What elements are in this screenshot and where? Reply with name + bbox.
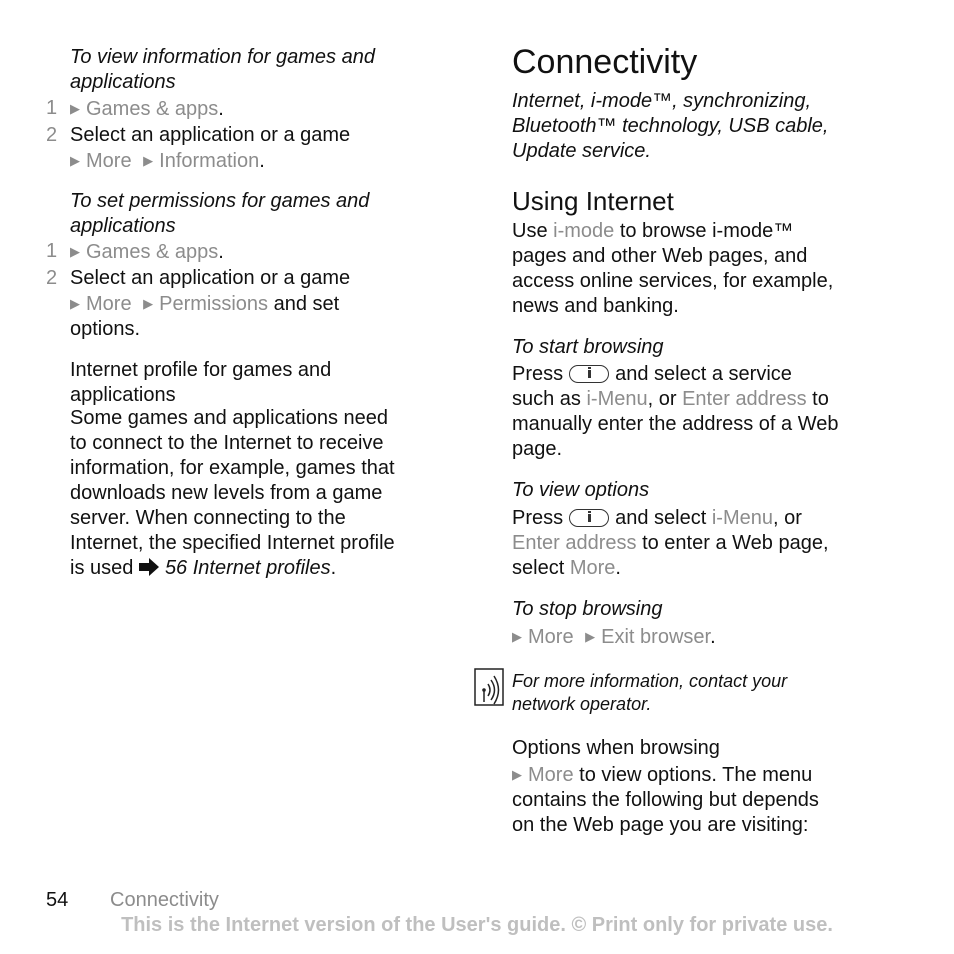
antenna-note-icon [474,668,504,706]
view-info-step-2: 2 Select an application or a game ▶ More ▶ Information. [46,124,351,172]
body-text: Press [512,363,564,385]
page-title: Connectivity [512,43,698,81]
internet-profile-body [70,406,450,581]
information-link[interactable]: Information [159,150,260,172]
body-line: access online services, for example, [512,270,834,292]
stop-browsing-body [512,624,716,650]
body-line: Internet, the specified Internet profile [70,532,395,554]
start-browsing-heading: To start browsing [512,336,664,358]
body-line: pages and other Web pages, and [512,245,808,267]
i-menu-link[interactable]: i-Menu [586,388,648,410]
games-apps-link[interactable]: Games & apps [86,98,219,120]
body-text: such as [512,388,587,410]
body-line: contains the following but depends [512,789,819,811]
body-line: Some games and applications need [70,407,388,429]
body-text: , or [773,507,802,529]
i-menu-link[interactable]: i-Menu [711,507,773,529]
body-text: and select a service [615,363,792,385]
body-text: Use [512,220,554,242]
view-info-heading-line1: To view information for games and [70,46,375,68]
permissions-link[interactable]: Permissions [159,293,269,315]
body-line: news and banking. [512,295,679,317]
step-number: 2 [46,124,58,146]
footer-disclaimer: This is the Internet version of the User's guide. © Print only for private use. [121,914,833,936]
triangle-right-icon: ▶ [70,153,80,168]
body-line: to connect to the Internet to receive [70,432,384,454]
step-text: options. [70,318,141,340]
more-link[interactable]: More [528,764,574,786]
reference-arrow-icon [139,558,159,576]
note-line: For more information, contact your [512,671,788,691]
body-line: is used [70,557,139,579]
step-number: 1 [46,97,58,119]
intro-line: Internet, i-mode™, synchronizing, [512,90,812,112]
triangle-right-icon: ▶ [143,296,154,311]
view-info-heading-line2: applications [70,71,176,93]
body-text: . [615,557,621,579]
body-line: . [330,557,337,579]
view-options-heading: To view options [512,479,650,501]
internet-profile-heading [70,358,331,408]
triangle-right-icon: ▶ [512,629,522,644]
options-when-browsing-body [512,762,912,838]
using-internet-body [512,219,912,319]
triangle-right-icon: ▶ [70,101,80,116]
body-line: manually enter the address of a Web [512,413,839,435]
section-heading-using-internet: Using Internet [512,186,674,216]
permissions-heading [70,189,369,239]
note-text [512,670,787,716]
intro-line: Bluetooth™ technology, USB cable, [512,115,829,137]
body-line: downloads new levels from a game [70,482,383,504]
permissions-heading-line2: applications [70,215,176,237]
internet-profile-heading-line2: applications [70,384,176,406]
start-browsing-body [512,362,912,462]
intro-line: Update service. [512,140,651,162]
intro-text [512,89,828,164]
more-link[interactable]: More [569,557,616,579]
stop-browsing-heading: To stop browsing [512,598,663,620]
page-number: 54 [46,889,69,911]
body-line: information, for example, games that [70,457,395,479]
exit-browser-link[interactable]: Exit browser [601,626,711,648]
body-text: to [806,388,829,410]
permissions-heading-line1: To set permissions for games and [70,190,370,212]
body-text: select [512,557,570,579]
more-link[interactable]: More [528,626,574,648]
internet-profile-heading-line1: Internet profile for games and [70,359,332,381]
enter-address-link[interactable]: Enter address [512,532,637,554]
body-text: to view options. The menu [573,764,813,786]
step-text: and set [268,293,340,315]
triangle-right-icon: ▶ [512,767,522,782]
triangle-right-icon: ▶ [70,244,80,259]
view-info-step-1: 1 ▶ Games & apps. [46,97,224,120]
more-link[interactable]: More [86,293,132,315]
triangle-right-icon: ▶ [70,296,80,311]
center-key-icon [569,509,609,527]
step-text: Select an application or a game [70,124,351,146]
triangle-right-icon: ▶ [143,153,154,168]
permissions-step-1: 1 ▶ Games & apps. [46,240,224,263]
triangle-right-icon: ▶ [585,629,596,644]
step-number: 2 [46,267,58,289]
footer-section-name: Connectivity [110,889,219,911]
center-key-icon [569,365,609,383]
permissions-step-2 [46,266,351,342]
enter-address-link[interactable]: Enter address [682,388,807,410]
view-info-heading [70,45,375,95]
more-link[interactable]: More [86,150,132,172]
i-mode-link[interactable]: i-mode [553,220,615,242]
body-text: and select [615,507,712,529]
body-line: page. [512,438,563,460]
body-text: to enter a Web page, [636,532,829,554]
options-when-browsing-heading: Options when browsing [512,737,720,759]
step-text: Select an application or a game [70,267,351,289]
internet-profiles-reference[interactable]: 56 Internet profiles [164,557,331,579]
body-text: Press [512,507,564,529]
body-text: , or [647,388,683,410]
step-number: 1 [46,240,58,262]
games-apps-link[interactable]: Games & apps [86,241,219,263]
body-text: . [710,626,716,648]
view-options-body [512,506,912,581]
body-line: server. When connecting to the [70,507,346,529]
body-line: on the Web page you are visiting: [512,814,809,836]
note-line: network operator. [512,694,652,714]
body-text: to browse i-mode™ [614,220,794,242]
